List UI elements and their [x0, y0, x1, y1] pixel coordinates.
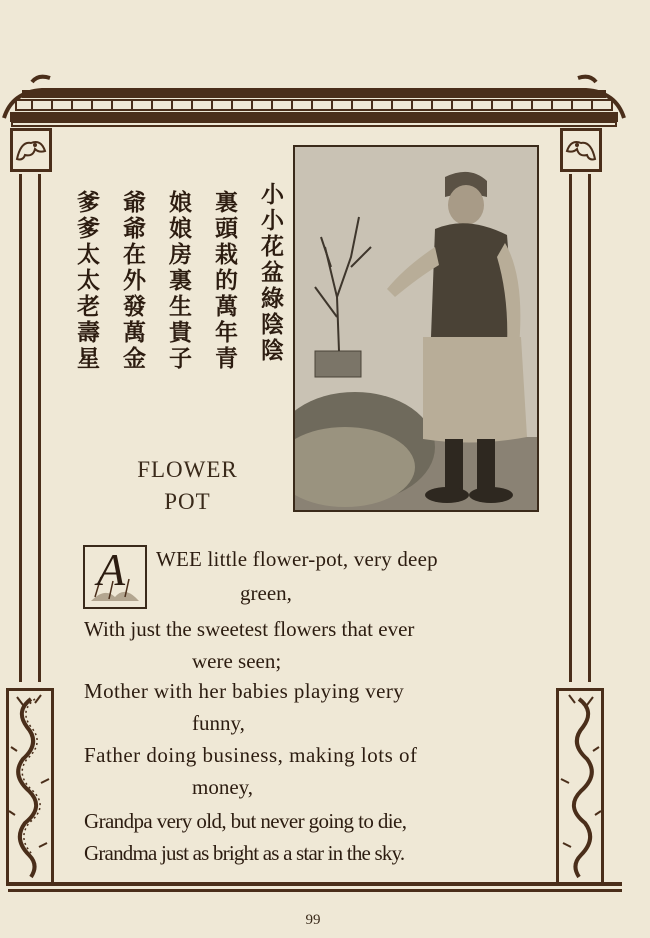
chinese-poem-column: 娘娘房裏生貴子 — [165, 190, 192, 372]
dragon-icon — [9, 691, 51, 883]
verse-line: With just the sweetest flowers that ever — [84, 617, 415, 641]
verse-line: Grandpa very old, but never going to die, — [84, 809, 407, 833]
verse-line: were seen; — [192, 649, 282, 673]
chinese-poem-column: 小小花盆綠陰陰 — [257, 182, 284, 364]
roof-border-ornament — [2, 72, 626, 128]
left-dragon-panel — [6, 688, 54, 886]
verse-line: money, — [192, 775, 254, 799]
chinese-poem-column: 裏頭栽的萬年青 — [211, 190, 238, 372]
poem-title-line-1: FLOWER — [137, 457, 238, 482]
photo-child-with-flower-pot — [293, 145, 539, 512]
page-number: 99 — [305, 912, 321, 928]
right-pillar — [564, 128, 598, 892]
chinese-poem — [60, 180, 290, 420]
verse-line: Mother with her babies playing very — [84, 679, 405, 703]
dragon-head-icon — [13, 131, 49, 169]
poem-title — [105, 454, 270, 518]
bottom-border — [8, 882, 622, 892]
dragon-head-icon — [563, 131, 599, 169]
poem-title-line-2: POT — [164, 489, 211, 514]
verse-line: WEE little flower-pot, very deep — [156, 547, 438, 571]
left-pillar-capital — [10, 128, 52, 172]
dragon-icon — [559, 691, 601, 883]
photo-illustration — [295, 147, 537, 510]
drop-cap — [83, 545, 147, 609]
right-dragon-panel — [556, 688, 604, 886]
verse-line: green, — [240, 581, 292, 605]
chinese-poem-column: 爺爺在外發萬金 — [119, 190, 146, 372]
verse-line: Grandma just as bright as a star in the sky. — [84, 841, 405, 865]
right-pillar-capital — [560, 128, 602, 172]
right-pillar-shaft — [569, 174, 591, 682]
left-pillar — [14, 128, 48, 892]
verse-line: Father doing business, making lots of — [84, 743, 418, 767]
drop-cap-letter: A — [97, 544, 126, 595]
chinese-poem-column: 爹爹太太老壽星 — [73, 190, 100, 372]
verse-line: funny, — [192, 711, 245, 735]
left-pillar-shaft — [19, 174, 41, 682]
